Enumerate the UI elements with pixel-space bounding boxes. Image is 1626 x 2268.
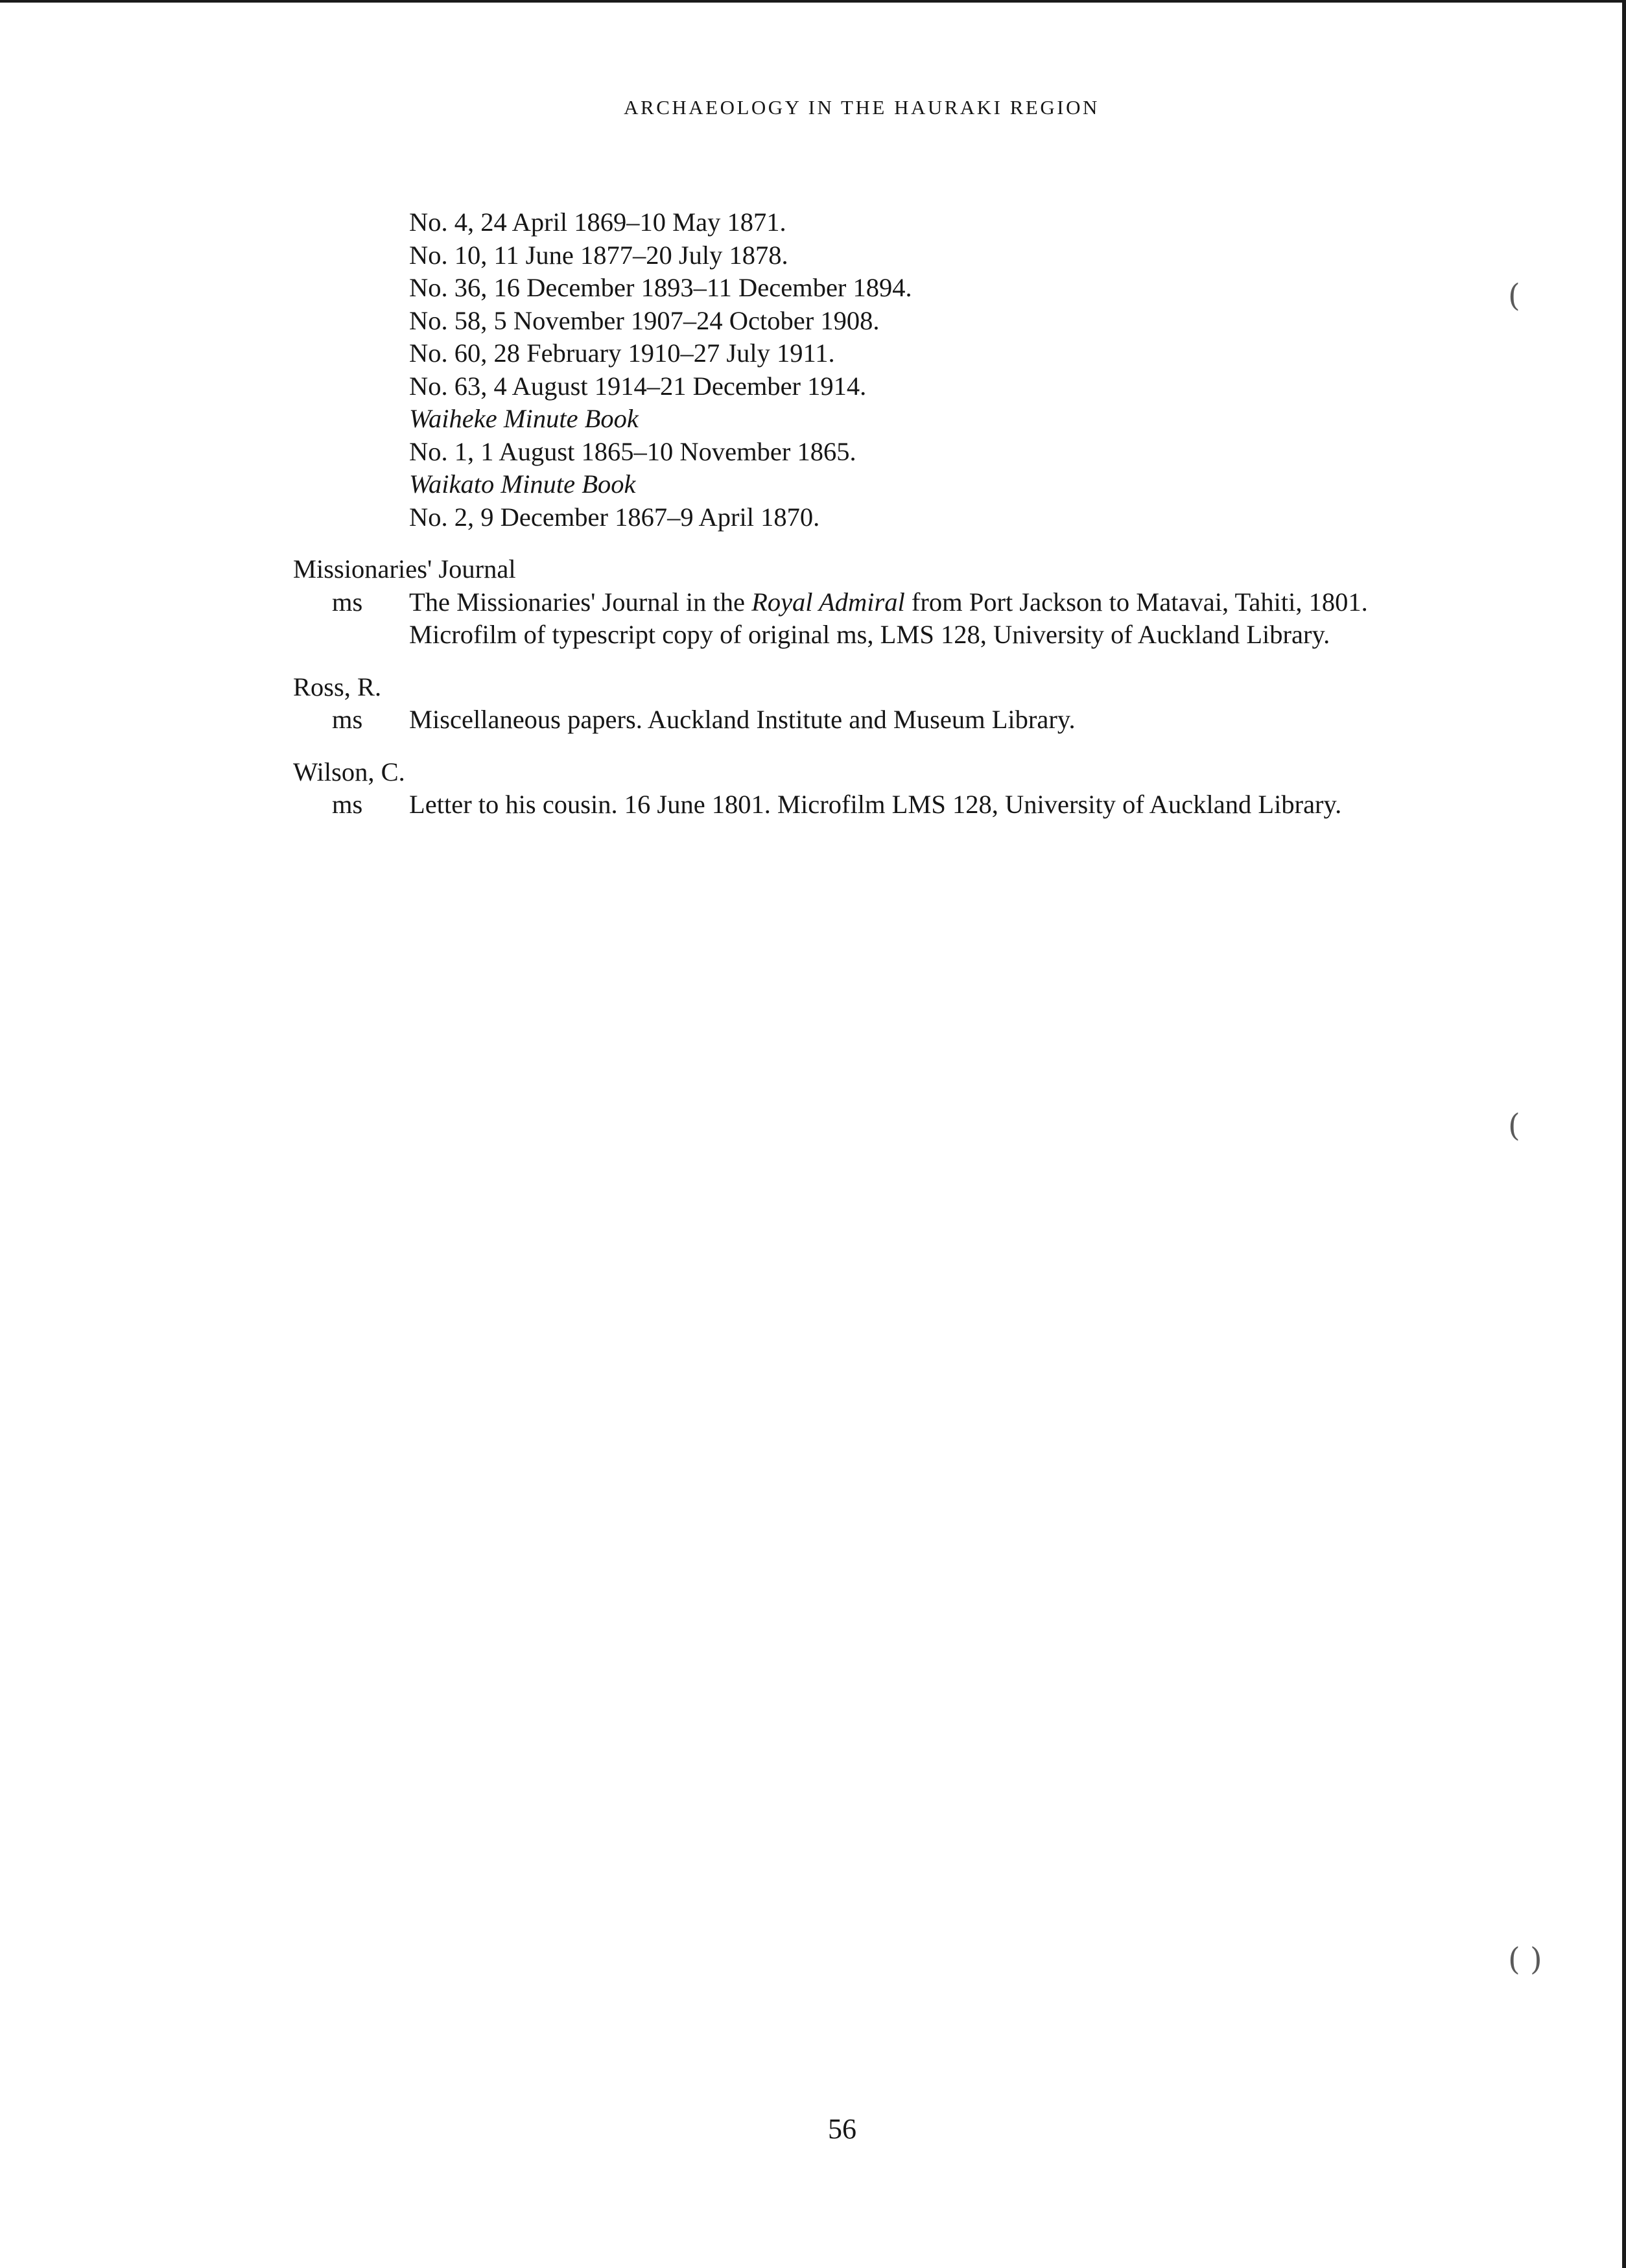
bibliography-list [293, 206, 1460, 821]
entry-text-part: from Port Jackson to Matavai, Tahiti, 1801. [904, 587, 1368, 617]
entry-item [293, 586, 1460, 652]
entry-item [293, 703, 1460, 737]
minute-book-line: No. 4, 24 April 1869–10 May 1871. [409, 207, 786, 237]
entry-author: Wilson, C. [293, 757, 405, 786]
minute-book-line: No. 2, 9 December 1867–9 April 1870. [409, 502, 820, 532]
entry-author: Missionaries' Journal [293, 554, 516, 584]
entry-text [409, 586, 1460, 652]
bibliography-entry [293, 671, 1460, 737]
entry-line: Letter to his cousin. 16 June 1801. Microfilm LMS 128, University of Auckland Library. [409, 790, 1342, 819]
minute-book-line: No. 63, 4 August 1914–21 December 1914. [409, 371, 867, 401]
minute-book-line: No. 10, 11 June 1877–20 July 1878. [409, 240, 788, 270]
bibliography-entry [293, 553, 1460, 652]
entry-item [293, 788, 1460, 821]
running-head: ARCHAEOLOGY IN THE HAURAKI REGION [624, 96, 1100, 119]
minute-book-list [409, 206, 1460, 534]
entry-line: Miscellaneous papers. Auckland Institute and Museum Library. [409, 705, 1076, 734]
bibliography-entry [293, 756, 1460, 821]
margin-mark: ( [1508, 278, 1520, 314]
entry-line: Microfilm of typescript copy of original ms, LMS 128, University of Auckland Library. [409, 620, 1330, 649]
minute-book-line: No. 1, 1 August 1865–10 November 1865. [409, 436, 856, 466]
minute-book-heading: Waikato Minute Book [409, 469, 636, 499]
margin-mark: ( [1508, 1107, 1520, 1144]
minute-book-heading: Waiheke Minute Book [409, 404, 639, 433]
minute-book-line: No. 60, 28 February 1910–27 July 1911. [409, 338, 835, 368]
minute-book-line: No. 58, 5 November 1907–24 October 1908. [409, 305, 880, 335]
entry-line [409, 586, 1460, 619]
margin-mark: ( ) [1508, 1941, 1542, 1978]
minute-book-line: No. 36, 16 December 1893–11 December 1894. [409, 273, 912, 302]
entry-author: Ross, R. [293, 672, 382, 702]
entry-kind: ms [332, 790, 363, 819]
ship-name: Royal Admiral [751, 587, 905, 617]
entry-kind: ms [332, 587, 363, 617]
page-edge-top [0, 0, 1626, 3]
page-number: 56 [828, 2113, 856, 2145]
entry-kind: ms [332, 705, 363, 734]
entry-text [409, 703, 1460, 737]
entry-text [409, 788, 1460, 821]
entry-text-part: The Missionaries' Journal in the [409, 587, 752, 617]
page-edge-right [1622, 0, 1626, 2268]
